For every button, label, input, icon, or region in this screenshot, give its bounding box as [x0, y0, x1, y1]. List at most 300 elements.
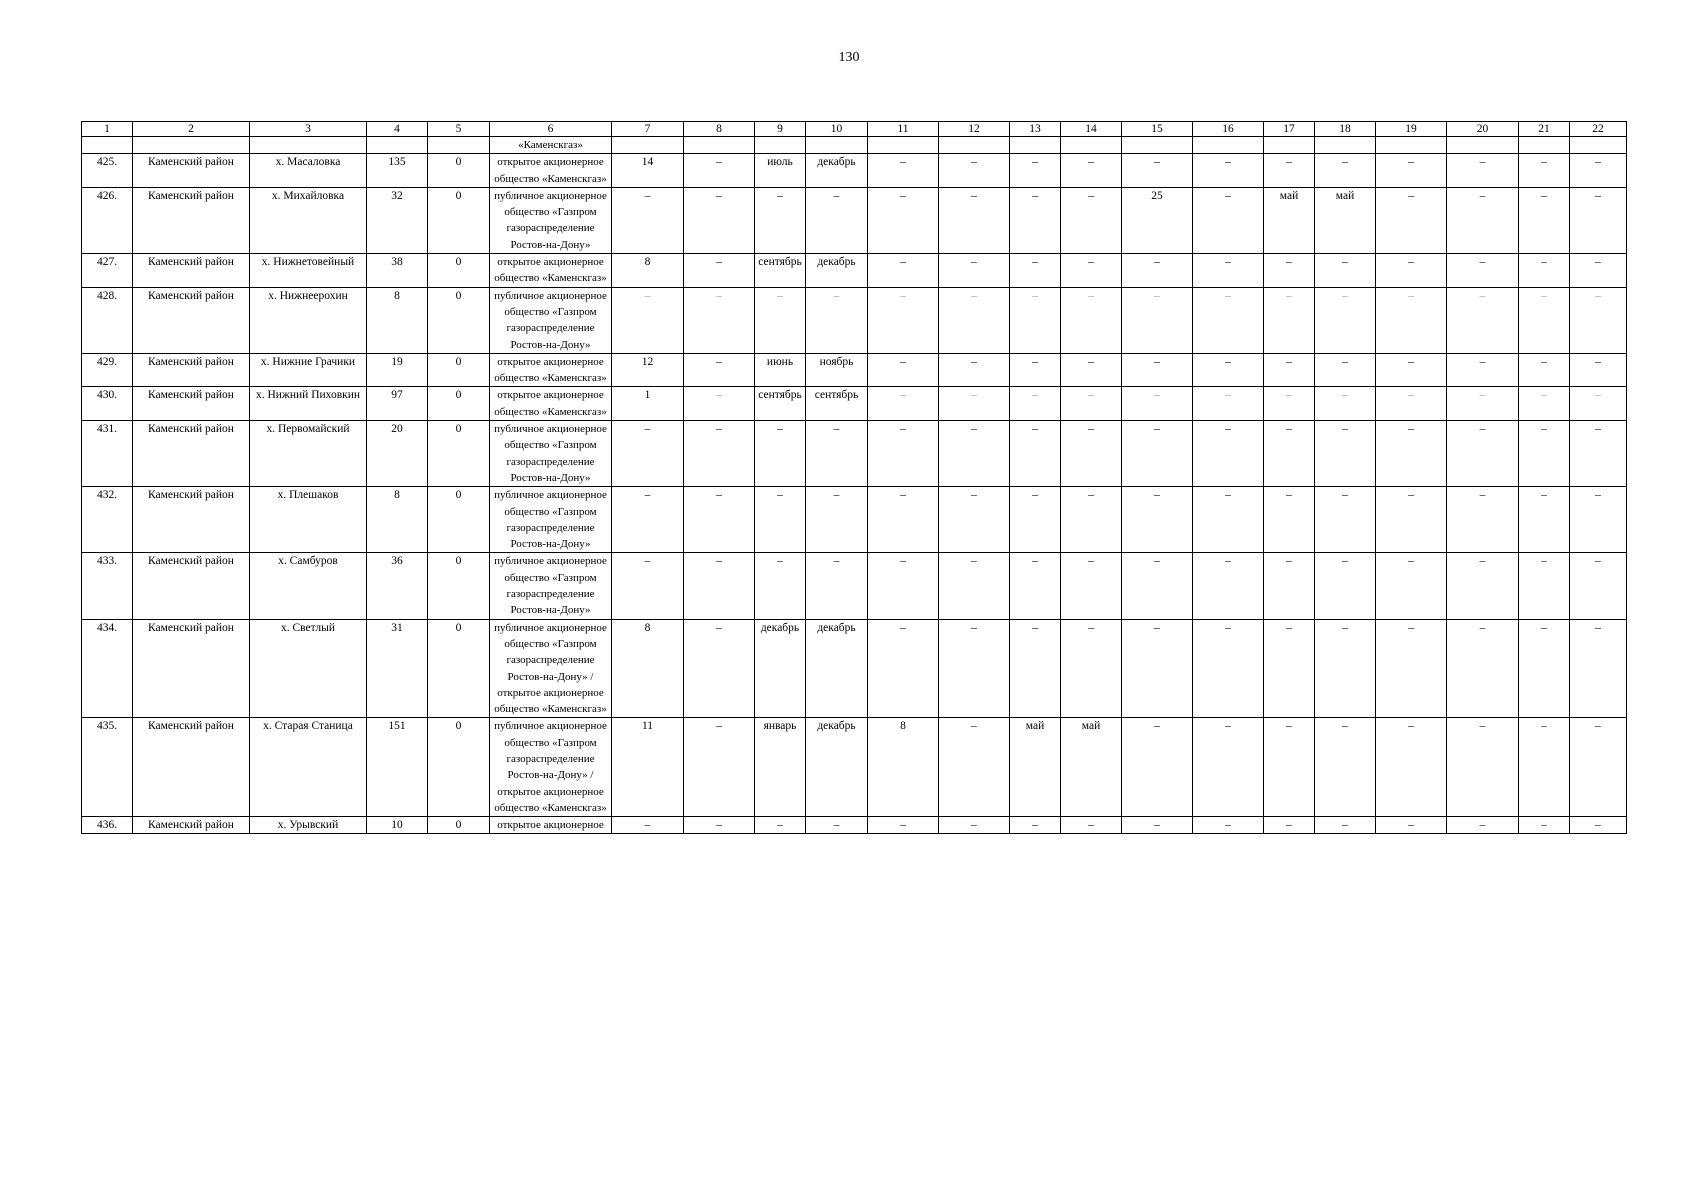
- table-cell: –: [939, 421, 1010, 487]
- table-cell: –: [1519, 287, 1570, 353]
- table-cell: 1: [612, 387, 684, 421]
- table-cell: –: [612, 817, 684, 834]
- table-cell: –: [939, 287, 1010, 353]
- table-cell: –: [1193, 187, 1264, 253]
- operator-cell: публичное акционерное общество «Газпром газораспределение Ростов-на-Дону»: [490, 553, 612, 619]
- continuation-cell: [250, 137, 367, 154]
- table-row: [82, 421, 1627, 487]
- operator-cell: публичное акционерное общество «Газпром газораспределение Ростов-на-Дону»: [490, 287, 612, 353]
- table-cell: –: [1264, 718, 1315, 817]
- table-cell: май: [1061, 718, 1122, 817]
- table-cell: –: [1570, 718, 1627, 817]
- table-cell: 8: [612, 619, 684, 718]
- table-cell: Каменский район: [133, 421, 250, 487]
- column-number: 1: [82, 122, 133, 137]
- continuation-cell: [367, 137, 428, 154]
- table-cell: –: [684, 421, 755, 487]
- table-cell: –: [1193, 817, 1264, 834]
- continuation-cell: [428, 137, 490, 154]
- table-cell: –: [806, 817, 868, 834]
- table-cell: –: [1447, 619, 1519, 718]
- table-cell: 14: [612, 154, 684, 188]
- table-cell: 32: [367, 187, 428, 253]
- continuation-cell: [1010, 137, 1061, 154]
- column-number: 16: [1193, 122, 1264, 137]
- table-cell: –: [1264, 487, 1315, 553]
- column-number: 4: [367, 122, 428, 137]
- column-number: 20: [1447, 122, 1519, 137]
- table-cell: –: [868, 817, 939, 834]
- table-cell: –: [806, 287, 868, 353]
- table-cell: –: [1519, 187, 1570, 253]
- table-cell: –: [1061, 154, 1122, 188]
- table-cell: –: [868, 387, 939, 421]
- operator-cell: публичное акционерное общество «Газпром газораспределение Ростов-на-Дону»: [490, 421, 612, 487]
- table-cell: –: [868, 254, 939, 288]
- table-cell: –: [1010, 353, 1061, 387]
- table-cell: –: [1061, 421, 1122, 487]
- table-cell: –: [684, 387, 755, 421]
- table-cell: –: [1519, 421, 1570, 487]
- table-cell: –: [939, 553, 1010, 619]
- table-cell: –: [1122, 619, 1193, 718]
- continuation-cell: [1447, 137, 1519, 154]
- operator-cell: открытое акционерное общество «Каменскгаз»: [490, 387, 612, 421]
- table-cell: –: [1376, 254, 1447, 288]
- operator-cell: публичное акционерное общество «Газпром газораспределение Ростов-на-Дону» / открытое акционерное общество «Каменскгаз»: [490, 718, 612, 817]
- continuation-cell: [1193, 137, 1264, 154]
- table-cell: –: [684, 187, 755, 253]
- table-cell: –: [1570, 817, 1627, 834]
- table-cell: –: [1447, 154, 1519, 188]
- continuation-cell: [1315, 137, 1376, 154]
- table-cell: 0: [428, 817, 490, 834]
- table-cell: –: [1570, 553, 1627, 619]
- table-cell: –: [868, 353, 939, 387]
- operator-cell: открытое акционерное общество «Каменскгаз»: [490, 254, 612, 288]
- row-number-cell: 429.: [82, 353, 133, 387]
- continuation-cell: [133, 137, 250, 154]
- table-cell: –: [755, 817, 806, 834]
- table-cell: –: [612, 287, 684, 353]
- table-cell: х. Первомайский: [250, 421, 367, 487]
- table-row: [82, 154, 1627, 188]
- table-header: [82, 122, 1627, 137]
- table-cell: –: [755, 421, 806, 487]
- row-number-cell: 434.: [82, 619, 133, 718]
- table-cell: Каменский район: [133, 254, 250, 288]
- column-number: 13: [1010, 122, 1061, 137]
- table-cell: Каменский район: [133, 353, 250, 387]
- operator-cell: публичное акционерное общество «Газпром газораспределение Ростов-на-Дону»: [490, 187, 612, 253]
- table-cell: Каменский район: [133, 287, 250, 353]
- column-number: 3: [250, 122, 367, 137]
- operator-cell: открытое акционерное общество «Каменскгаз»: [490, 353, 612, 387]
- table-row: [82, 619, 1627, 718]
- table-cell: 8: [367, 487, 428, 553]
- table-cell: июль: [755, 154, 806, 188]
- column-number: 11: [868, 122, 939, 137]
- table-row: [82, 553, 1627, 619]
- table-cell: –: [1061, 817, 1122, 834]
- table-cell: –: [684, 154, 755, 188]
- page-number: 130: [838, 50, 860, 65]
- table-cell: –: [806, 553, 868, 619]
- table-cell: –: [1315, 817, 1376, 834]
- table-cell: –: [1447, 421, 1519, 487]
- table-cell: –: [939, 718, 1010, 817]
- table-cell: –: [1376, 718, 1447, 817]
- table-cell: –: [1193, 487, 1264, 553]
- table-cell: –: [1570, 187, 1627, 253]
- continuation-cell: [939, 137, 1010, 154]
- table-cell: –: [1193, 287, 1264, 353]
- table-cell: –: [684, 553, 755, 619]
- row-number-cell: 436.: [82, 817, 133, 834]
- column-number: 9: [755, 122, 806, 137]
- table-cell: 19: [367, 353, 428, 387]
- table-cell: х. Нижнетовейный: [250, 254, 367, 288]
- table-cell: май: [1264, 187, 1315, 253]
- table-cell: 0: [428, 187, 490, 253]
- table-cell: –: [1519, 387, 1570, 421]
- table-cell: 10: [367, 817, 428, 834]
- table-cell: –: [1570, 487, 1627, 553]
- table-row: [82, 487, 1627, 553]
- table-cell: май: [1315, 187, 1376, 253]
- table-cell: –: [1447, 287, 1519, 353]
- table-cell: –: [1315, 553, 1376, 619]
- row-number-cell: 428.: [82, 287, 133, 353]
- continuation-cell: [684, 137, 755, 154]
- table-cell: –: [939, 187, 1010, 253]
- table-cell: Каменский район: [133, 154, 250, 188]
- table-cell: –: [939, 254, 1010, 288]
- table-cell: 151: [367, 718, 428, 817]
- table-cell: х. Нижние Грачики: [250, 353, 367, 387]
- table-cell: –: [1193, 718, 1264, 817]
- continuation-cell: [1264, 137, 1315, 154]
- table-cell: –: [1193, 619, 1264, 718]
- table-cell: –: [1061, 553, 1122, 619]
- table-cell: –: [1447, 817, 1519, 834]
- table-cell: –: [1570, 254, 1627, 288]
- table-cell: –: [1447, 353, 1519, 387]
- table-cell: 0: [428, 254, 490, 288]
- table-cell: ноябрь: [806, 353, 868, 387]
- table-cell: –: [1193, 353, 1264, 387]
- table-cell: х. Нижний Пиховкин: [250, 387, 367, 421]
- table-cell: –: [1376, 553, 1447, 619]
- table-cell: х. Нижнеерохин: [250, 287, 367, 353]
- operator-cell: публичное акционерное общество «Газпром газораспределение Ростов-на-Дону» / открытое акционерное общество «Каменскгаз»: [490, 619, 612, 718]
- table-cell: –: [1264, 287, 1315, 353]
- table-cell: –: [868, 154, 939, 188]
- table-cell: –: [1061, 619, 1122, 718]
- column-number: 14: [1061, 122, 1122, 137]
- table-row: [82, 287, 1627, 353]
- table-cell: 0: [428, 718, 490, 817]
- continuation-cell: [1570, 137, 1627, 154]
- gasification-table: [81, 121, 1627, 834]
- table-cell: декабрь: [755, 619, 806, 718]
- table-cell: –: [1061, 254, 1122, 288]
- row-number-cell: 431.: [82, 421, 133, 487]
- table-cell: –: [1570, 154, 1627, 188]
- table-cell: –: [612, 553, 684, 619]
- table-cell: –: [1570, 287, 1627, 353]
- operator-cell: открытое акционерное: [490, 817, 612, 834]
- table-cell: декабрь: [806, 619, 868, 718]
- table-cell: –: [1122, 817, 1193, 834]
- table-cell: –: [1061, 187, 1122, 253]
- table-cell: –: [1315, 718, 1376, 817]
- table-cell: –: [755, 187, 806, 253]
- table-row: [82, 387, 1627, 421]
- table-cell: –: [1315, 287, 1376, 353]
- table-row: [82, 254, 1627, 288]
- column-number: 17: [1264, 122, 1315, 137]
- row-number-cell: 426.: [82, 187, 133, 253]
- table-cell: –: [1264, 619, 1315, 718]
- table-cell: –: [806, 187, 868, 253]
- table-cell: декабрь: [806, 154, 868, 188]
- table-cell: 0: [428, 287, 490, 353]
- table-cell: –: [868, 553, 939, 619]
- table-cell: 0: [428, 553, 490, 619]
- table-cell: –: [1519, 619, 1570, 718]
- row-number-cell: 435.: [82, 718, 133, 817]
- table-cell: 0: [428, 154, 490, 188]
- column-number: 8: [684, 122, 755, 137]
- table-cell: –: [684, 619, 755, 718]
- table-cell: –: [612, 187, 684, 253]
- table-cell: –: [868, 619, 939, 718]
- table-cell: –: [1519, 718, 1570, 817]
- table-cell: сентябрь: [755, 254, 806, 288]
- table-cell: –: [755, 287, 806, 353]
- table-cell: 36: [367, 553, 428, 619]
- table-cell: –: [1122, 154, 1193, 188]
- table-cell: –: [684, 487, 755, 553]
- row-number-cell: 430.: [82, 387, 133, 421]
- table-cell: х. Самбуров: [250, 553, 367, 619]
- column-number: 21: [1519, 122, 1570, 137]
- table-cell: январь: [755, 718, 806, 817]
- table-cell: сентябрь: [755, 387, 806, 421]
- table-cell: 38: [367, 254, 428, 288]
- table-cell: х. Старая Станица: [250, 718, 367, 817]
- table-cell: –: [1264, 553, 1315, 619]
- table-cell: –: [1519, 487, 1570, 553]
- table-cell: –: [1061, 487, 1122, 553]
- table-cell: –: [1315, 619, 1376, 718]
- table-cell: 8: [868, 718, 939, 817]
- table-cell: –: [1010, 619, 1061, 718]
- table-cell: –: [868, 287, 939, 353]
- table-cell: 11: [612, 718, 684, 817]
- row-number-cell: 432.: [82, 487, 133, 553]
- table-cell: –: [1519, 254, 1570, 288]
- continuation-row: [82, 137, 1627, 154]
- column-number: 19: [1376, 122, 1447, 137]
- table-cell: –: [1122, 487, 1193, 553]
- table-cell: –: [1122, 254, 1193, 288]
- table-cell: 8: [367, 287, 428, 353]
- table-cell: –: [1122, 421, 1193, 487]
- table-cell: –: [1570, 619, 1627, 718]
- table-cell: х. Плешаков: [250, 487, 367, 553]
- row-number-cell: 425.: [82, 154, 133, 188]
- table-cell: –: [1264, 353, 1315, 387]
- table-cell: 0: [428, 487, 490, 553]
- table-cell: –: [1570, 353, 1627, 387]
- table-cell: –: [1315, 487, 1376, 553]
- continuation-cell: [1122, 137, 1193, 154]
- continuation-cell: [1519, 137, 1570, 154]
- table-cell: –: [1447, 187, 1519, 253]
- table-cell: июнь: [755, 353, 806, 387]
- table-cell: сентябрь: [806, 387, 868, 421]
- table-cell: –: [1376, 287, 1447, 353]
- table-cell: –: [1193, 154, 1264, 188]
- table-cell: –: [1376, 817, 1447, 834]
- table-cell: –: [1447, 254, 1519, 288]
- table-cell: –: [868, 187, 939, 253]
- table-cell: –: [1122, 387, 1193, 421]
- table-cell: –: [1193, 387, 1264, 421]
- table-cell: –: [1010, 553, 1061, 619]
- column-number: 12: [939, 122, 1010, 137]
- table-cell: –: [684, 718, 755, 817]
- column-number: 7: [612, 122, 684, 137]
- table-cell: –: [612, 421, 684, 487]
- table-cell: –: [1376, 353, 1447, 387]
- table-cell: –: [1010, 817, 1061, 834]
- table-cell: –: [1264, 154, 1315, 188]
- table-cell: –: [1010, 387, 1061, 421]
- table-cell: –: [684, 287, 755, 353]
- continuation-cell: [1061, 137, 1122, 154]
- table-cell: –: [1193, 254, 1264, 288]
- table-cell: –: [1010, 421, 1061, 487]
- table-cell: –: [684, 353, 755, 387]
- table-cell: –: [1061, 387, 1122, 421]
- table-cell: Каменский район: [133, 817, 250, 834]
- table-cell: –: [1010, 287, 1061, 353]
- table-cell: –: [1315, 353, 1376, 387]
- table-cell: 135: [367, 154, 428, 188]
- table-cell: –: [1193, 553, 1264, 619]
- table-cell: –: [1315, 421, 1376, 487]
- table-cell: –: [939, 817, 1010, 834]
- table-cell: декабрь: [806, 254, 868, 288]
- table-cell: –: [868, 487, 939, 553]
- table-cell: –: [1447, 718, 1519, 817]
- table-cell: –: [684, 254, 755, 288]
- table-cell: май: [1010, 718, 1061, 817]
- table-cell: Каменский район: [133, 553, 250, 619]
- continuation-cell: [612, 137, 684, 154]
- table-cell: –: [1010, 154, 1061, 188]
- table-cell: –: [1122, 553, 1193, 619]
- table-cell: –: [1061, 287, 1122, 353]
- table-cell: –: [939, 487, 1010, 553]
- table-cell: Каменский район: [133, 387, 250, 421]
- table-cell: –: [1447, 553, 1519, 619]
- table-cell: 20: [367, 421, 428, 487]
- table-cell: х. Светлый: [250, 619, 367, 718]
- table-cell: –: [1315, 254, 1376, 288]
- table-cell: 8: [612, 254, 684, 288]
- table-cell: –: [1376, 387, 1447, 421]
- continuation-cell: [82, 137, 133, 154]
- table-cell: –: [1061, 353, 1122, 387]
- table-cell: –: [806, 421, 868, 487]
- table-row: [82, 718, 1627, 817]
- table-cell: –: [1193, 421, 1264, 487]
- operator-cell: публичное акционерное общество «Газпром газораспределение Ростов-на-Дону»: [490, 487, 612, 553]
- column-number: 6: [490, 122, 612, 137]
- table-cell: –: [939, 387, 1010, 421]
- continuation-cell: [806, 137, 868, 154]
- column-number: 15: [1122, 122, 1193, 137]
- table-cell: –: [1315, 387, 1376, 421]
- table-cell: –: [939, 353, 1010, 387]
- table-cell: –: [1447, 487, 1519, 553]
- table-cell: Каменский район: [133, 619, 250, 718]
- column-number: 2: [133, 122, 250, 137]
- column-number: 18: [1315, 122, 1376, 137]
- table-cell: –: [1122, 287, 1193, 353]
- table-cell: –: [1376, 187, 1447, 253]
- column-number-row: [82, 122, 1627, 137]
- table-cell: –: [1519, 553, 1570, 619]
- row-number-cell: 433.: [82, 553, 133, 619]
- table-cell: Каменский район: [133, 187, 250, 253]
- table-row: [82, 817, 1627, 834]
- row-number-cell: 427.: [82, 254, 133, 288]
- continuation-cell: [868, 137, 939, 154]
- table-cell: –: [1264, 387, 1315, 421]
- table-cell: –: [1376, 487, 1447, 553]
- continuation-cell: «Каменскгаз»: [490, 137, 612, 154]
- table-cell: 12: [612, 353, 684, 387]
- table-cell: –: [939, 154, 1010, 188]
- table-cell: 0: [428, 619, 490, 718]
- table-cell: 25: [1122, 187, 1193, 253]
- table-cell: –: [1264, 254, 1315, 288]
- table-row: [82, 353, 1627, 387]
- table-cell: х. Михайловка: [250, 187, 367, 253]
- column-number: 10: [806, 122, 868, 137]
- table-cell: 0: [428, 387, 490, 421]
- table-cell: –: [755, 487, 806, 553]
- table-cell: 0: [428, 421, 490, 487]
- table-cell: –: [806, 487, 868, 553]
- table-cell: –: [1376, 421, 1447, 487]
- table-cell: –: [868, 421, 939, 487]
- table-cell: –: [1376, 619, 1447, 718]
- table-cell: –: [1264, 421, 1315, 487]
- table-cell: 97: [367, 387, 428, 421]
- table-body: [82, 137, 1627, 834]
- table-cell: –: [755, 553, 806, 619]
- table-cell: 0: [428, 353, 490, 387]
- table-cell: –: [1519, 817, 1570, 834]
- table-cell: –: [939, 619, 1010, 718]
- table-cell: х. Урывский: [250, 817, 367, 834]
